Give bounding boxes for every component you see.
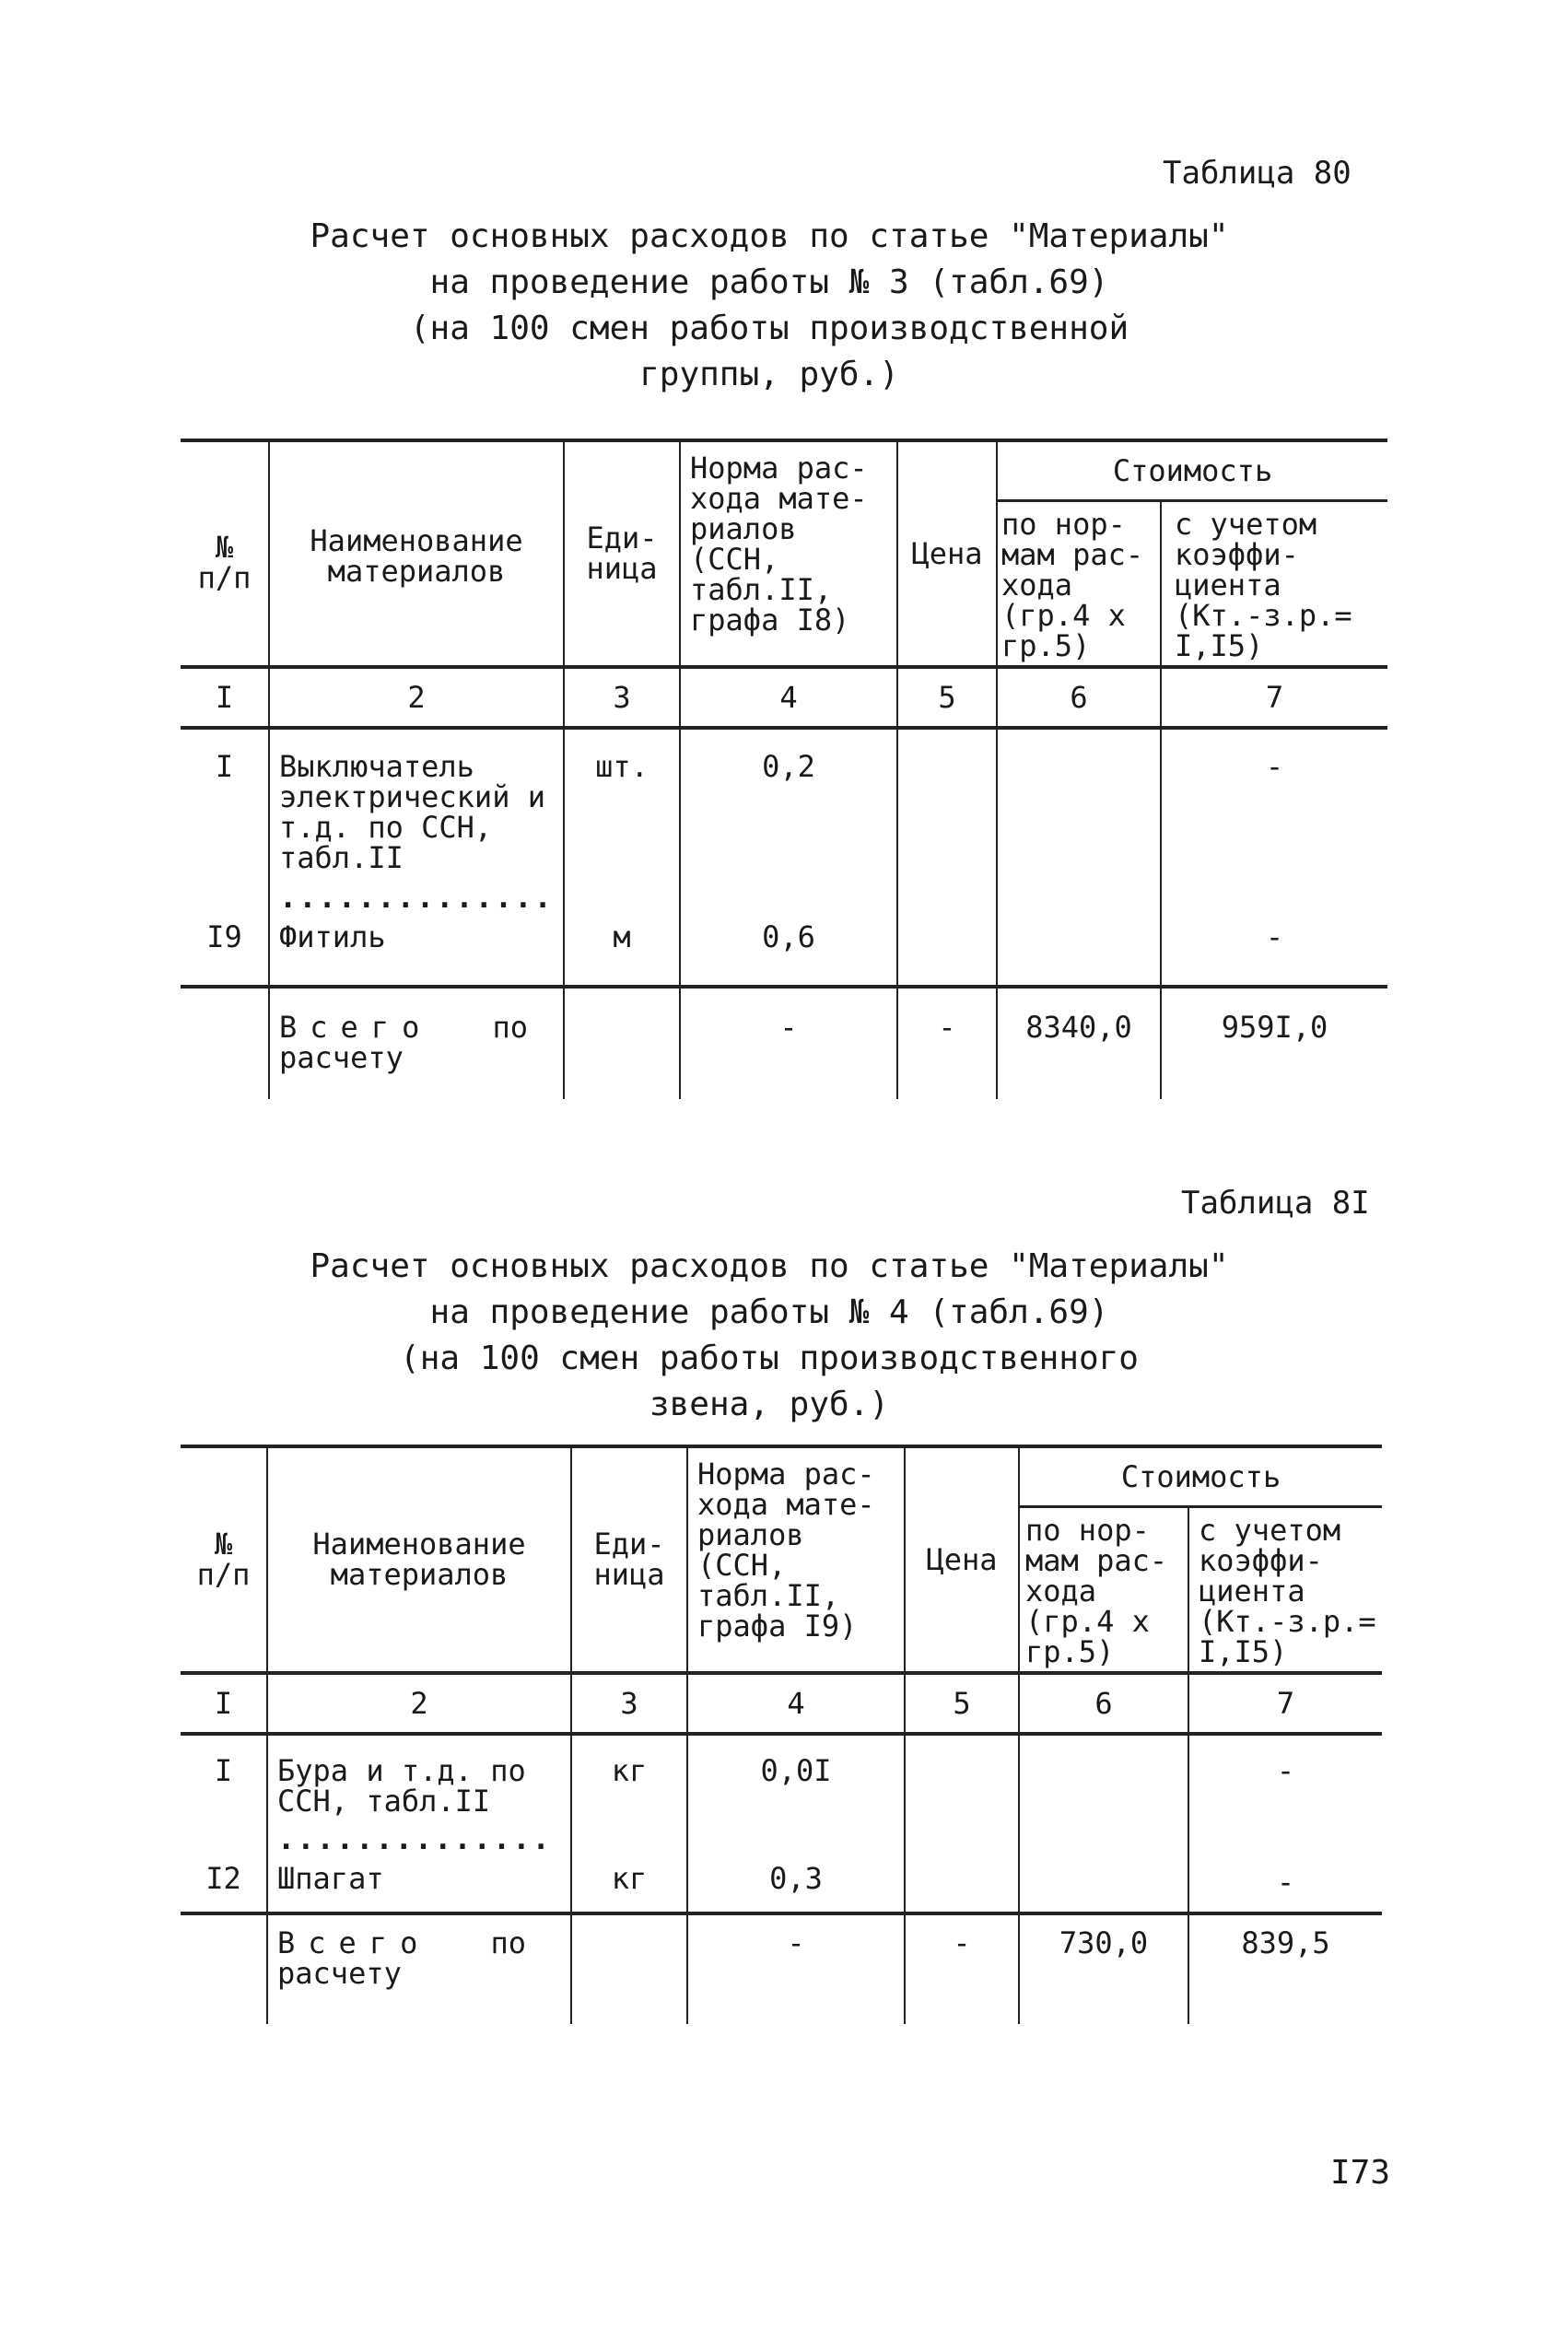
header-name-text: Наименование материалов <box>312 1527 526 1592</box>
total-label <box>269 987 564 1099</box>
total-label-b: по <box>490 1925 526 1960</box>
total-cost: 8340,0 <box>997 987 1161 1099</box>
row-dots: .............. <box>277 1821 552 1856</box>
col-number: 2 <box>267 1673 571 1734</box>
row-cost-k: - <box>1188 1734 1382 1854</box>
table81-label: Таблица 8I <box>1181 1185 1370 1222</box>
header-norm-text: Норма рас- хода мате- риалов (ССН, табл.II, графа I8) <box>690 450 868 638</box>
total-label <box>267 1913 571 2024</box>
row-num: I9 <box>181 913 269 987</box>
table81-col-numbers <box>181 1673 1382 1734</box>
col-number: 4 <box>687 1673 905 1734</box>
header-cost-k <box>1161 501 1387 668</box>
table81-title-line1: Расчет основных расходов по статье "Материалы" <box>310 1247 1229 1285</box>
table80-total-row <box>181 987 1387 1099</box>
header-cost-group <box>997 440 1387 501</box>
total-cost-k: 839,5 <box>1188 1913 1382 2024</box>
row-num: I <box>181 1734 267 1854</box>
col-number: 7 <box>1161 667 1387 728</box>
row-name <box>267 1734 571 1854</box>
row-name-text: Бура и т.д. по ССН, табл.II <box>277 1753 526 1819</box>
header-price-text: Цена <box>926 1541 998 1577</box>
row-norm: 0,3 <box>687 1854 905 1913</box>
total-cost-k: 959I,0 <box>1161 987 1387 1099</box>
header-unit-text: Еди- ница <box>593 1527 665 1592</box>
row-norm: 0,2 <box>680 728 897 913</box>
col-number: 3 <box>564 667 680 728</box>
table-row <box>181 913 1387 987</box>
col-number: 5 <box>905 1673 1019 1734</box>
col-number: 6 <box>997 667 1161 728</box>
row-price <box>905 1734 1019 1854</box>
table80 <box>181 439 1387 1099</box>
row-name: Шпагат <box>267 1854 571 1913</box>
total-num <box>181 1913 267 2024</box>
col-number: 4 <box>680 667 897 728</box>
header-cost-text: по нор- мам рас- хода (гр.4 х гр.5) <box>1001 507 1144 663</box>
row-cost-k: - <box>1161 913 1387 987</box>
row-unit: кг <box>571 1854 687 1913</box>
header-cost-k-text: с учетом коэффи- циента (Кт.-з.р.= I,I5) <box>1199 1513 1376 1669</box>
table80-title-line4: группы, руб.) <box>639 356 899 393</box>
table-row <box>181 1854 1382 1913</box>
row-cost-k: - <box>1188 1854 1382 1913</box>
header-cost-group-text: Стоимость <box>1112 452 1273 488</box>
total-label-a: Всего <box>277 1925 431 1960</box>
header-unit <box>571 1446 687 1673</box>
row-unit: кг <box>571 1734 687 1854</box>
col-number: 6 <box>1019 1673 1188 1734</box>
row-name <box>269 728 564 913</box>
row-num: I2 <box>181 1854 267 1913</box>
table81-title-line4: звена, руб.) <box>649 1386 890 1423</box>
header-norm-text: Норма рас- хода мате- риалов (ССН, табл.II, графа I9) <box>697 1456 875 1644</box>
header-norm <box>687 1446 905 1673</box>
row-cost-k: - <box>1161 728 1387 913</box>
row-norm: 0,6 <box>680 913 897 987</box>
row-dots: .............. <box>279 880 554 915</box>
table-row <box>181 1734 1382 1854</box>
total-label-b: по <box>492 1010 528 1045</box>
table81-title-line3: (на 100 смен работы производственного <box>400 1339 1139 1377</box>
row-cost <box>997 728 1161 913</box>
col-number: 3 <box>571 1673 687 1734</box>
row-price <box>897 728 997 913</box>
col-number: 5 <box>897 667 997 728</box>
row-price <box>897 913 997 987</box>
table81-total-row <box>181 1913 1382 2024</box>
header-name-text: Наименование материалов <box>310 523 523 589</box>
header-name <box>267 1446 571 1673</box>
header-norm <box>680 440 897 667</box>
col-number: I <box>181 667 269 728</box>
table80-title-line1: Расчет основных расходов по статье "Материалы" <box>310 217 1229 255</box>
header-cost-group <box>1019 1446 1382 1507</box>
total-num <box>181 987 269 1099</box>
header-num <box>181 440 269 667</box>
header-cost-group-text: Стоимость <box>1120 1458 1281 1494</box>
header-num-text: № п/п <box>197 530 252 595</box>
table80-label: Таблица 80 <box>1163 155 1352 192</box>
header-cost <box>997 501 1161 668</box>
table81 <box>181 1445 1382 2024</box>
total-cost: 730,0 <box>1019 1913 1188 2024</box>
header-price-text: Цена <box>911 535 983 571</box>
table80-col-numbers <box>181 667 1387 728</box>
table-row <box>181 728 1387 913</box>
row-cost <box>1019 1734 1188 1854</box>
header-cost-k-text: с учетом коэффи- циента (Кт.-з.р.= I,I5) <box>1175 507 1352 663</box>
header-unit-text: Еди- ница <box>586 521 658 586</box>
col-number: 2 <box>269 667 564 728</box>
total-label-c: расчету <box>279 1040 404 1075</box>
col-number: I <box>181 1673 267 1734</box>
total-label-a: Всего <box>279 1010 433 1045</box>
row-num: I <box>181 728 269 913</box>
row-cost <box>997 913 1161 987</box>
header-name <box>269 440 564 667</box>
header-num <box>181 1446 267 1673</box>
total-price: - <box>905 1913 1019 2024</box>
header-cost-text: по нор- мам рас- хода (гр.4 х гр.5) <box>1025 1513 1168 1669</box>
total-unit <box>564 987 680 1099</box>
total-label-c: расчету <box>277 1956 402 1991</box>
header-cost-k <box>1188 1507 1382 1674</box>
total-unit <box>571 1913 687 2024</box>
header-price <box>897 440 997 667</box>
table81-title <box>0 1244 1553 1428</box>
header-num-text: № п/п <box>196 1527 251 1592</box>
row-unit: м <box>564 913 680 987</box>
col-number: 7 <box>1188 1673 1382 1734</box>
total-norm: - <box>687 1913 905 2024</box>
row-cost <box>1019 1854 1188 1913</box>
row-unit: шт. <box>564 728 680 913</box>
header-unit <box>564 440 680 667</box>
total-norm: - <box>680 987 897 1099</box>
total-price: - <box>897 987 997 1099</box>
table80-title-line3: (на 100 смен работы производственной <box>409 310 1129 347</box>
page-number: I73 <box>1330 2154 1391 2192</box>
table80-title <box>0 214 1553 398</box>
row-name: Фитиль <box>269 913 564 987</box>
row-price <box>905 1854 1019 1913</box>
row-name-text: Выключатель электрический и т.д. по ССН, табл.II <box>279 749 545 875</box>
header-price <box>905 1446 1019 1673</box>
table80-title-line2: на проведение работы № 3 (табл.69) <box>429 263 1109 301</box>
header-cost <box>1019 1507 1188 1674</box>
row-norm: 0,0I <box>687 1734 905 1854</box>
table81-title-line2: на проведение работы № 4 (табл.69) <box>429 1293 1109 1331</box>
